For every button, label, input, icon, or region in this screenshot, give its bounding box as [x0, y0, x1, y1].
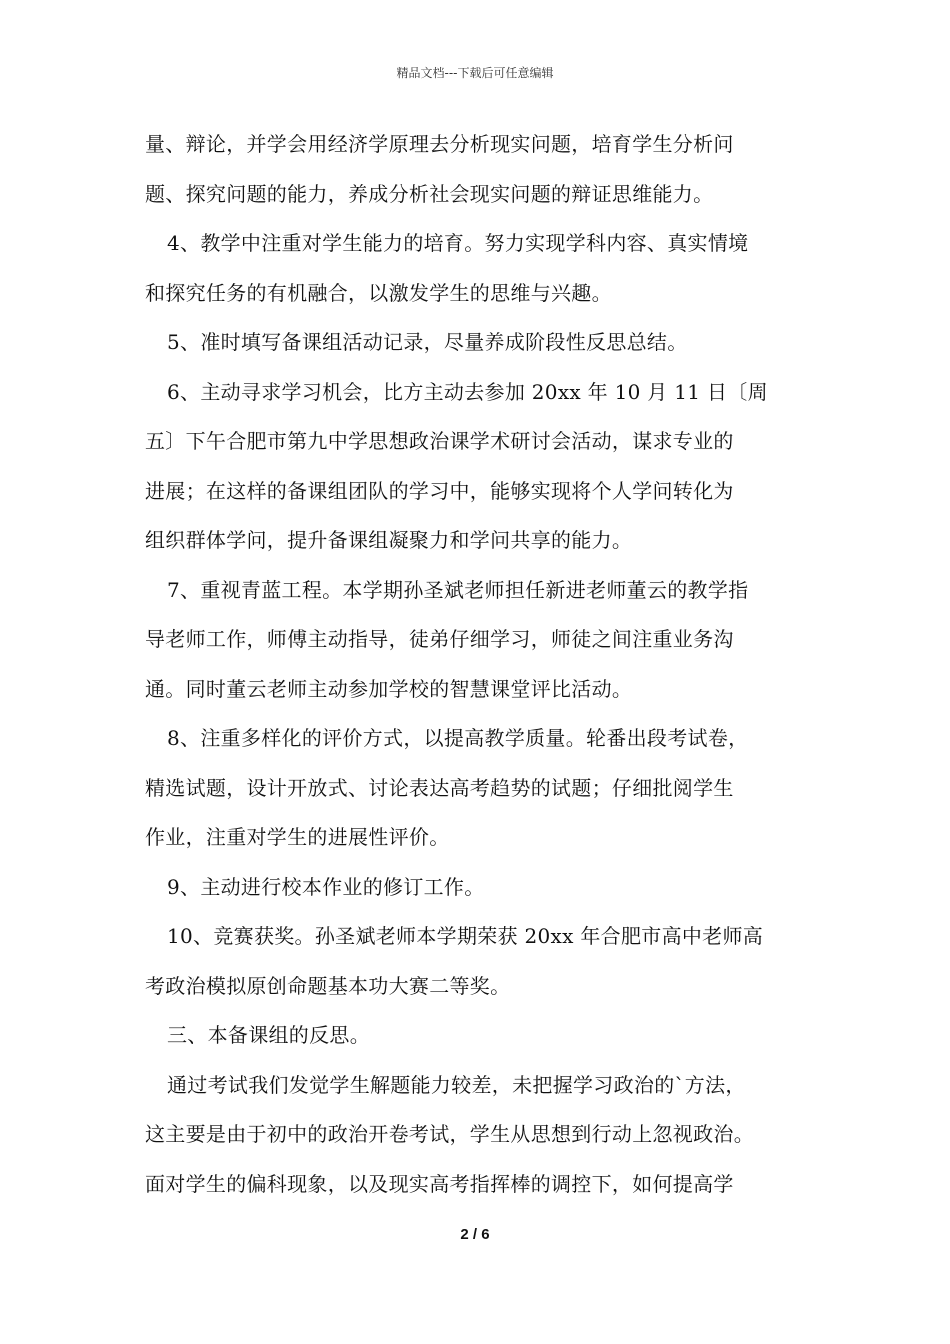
text-line: 9、主动进行校本作业的修订工作。: [167, 874, 485, 899]
text-line: 8、注重多样化的评价方式，以提高教学质量。轮番出段考试卷，: [167, 726, 749, 750]
text-line: 7、重视青蓝工程。本学期孙圣斌老师担任新进老师董云的教学指: [167, 577, 749, 602]
text-line: 和探究任务的有机融合，以激发学生的思维与兴趣。: [145, 280, 612, 305]
text-line: 导老师工作，师傅主动指导，徒弟仔细学习，师徒之间注重业务沟: [145, 627, 734, 651]
text-line: 组织群体学问，提升备课组凝聚力和学问共享的能力。: [145, 528, 633, 552]
text-line: 通。同时董云老师主动参加学校的智慧课堂评比活动。: [145, 676, 633, 701]
text-line: 10、竞赛获奖。孙圣斌老师本学期荣获 20xx 年合肥市高中老师高: [167, 924, 764, 948]
text-line: 6、主动寻求学习机会，比方主动去参加 20xx 年 10 月 11 日〔周: [167, 379, 768, 404]
document-body: [145, 120, 810, 1209]
text-line: 这主要是由于初中的政治开卷考试，学生从思想到行动上忽视政治。: [145, 1122, 754, 1146]
text-line: 通过考试我们发觉学生解题能力较差，未把握学习政治的`方法，: [167, 1072, 746, 1097]
page-header: 精品文档---下载后可任意编辑: [396, 66, 554, 80]
text-line: 5、准时填写备课组活动记录，尽量养成阶段性反思总结。: [167, 330, 688, 354]
text-line: 量、辩论，并学会用经济学原理去分析现实问题，培育学生分析问: [145, 132, 734, 156]
text-line: 题、探究问题的能力，养成分析社会现实问题的辩证思维能力。: [145, 181, 714, 206]
text-line: 面对学生的偏科现象，以及现实高考指挥棒的调控下，如何提高学: [145, 1171, 734, 1196]
text-line: 4、教学中注重对学生能力的培育。努力实现学科内容、真实情境: [167, 231, 749, 255]
text-line: 五〕下午合肥市第九中学思想政治课学术研讨会活动，谋求专业的: [145, 429, 734, 453]
page-number: 2 / 6: [460, 1226, 490, 1243]
text-line: 进展；在这样的备课组团队的学习中，能够实现将个人学问转化为: [145, 478, 734, 503]
text-line: 作业，注重对学生的进展性评价。: [145, 825, 450, 849]
section-heading: 三、本备课组的反思。: [167, 1023, 370, 1047]
text-line: 考政治模拟原创命题基本功大赛二等奖。: [145, 973, 511, 998]
text-line: 精选试题，设计开放式、讨论表达高考趋势的试题；仔细批阅学生: [145, 775, 734, 800]
